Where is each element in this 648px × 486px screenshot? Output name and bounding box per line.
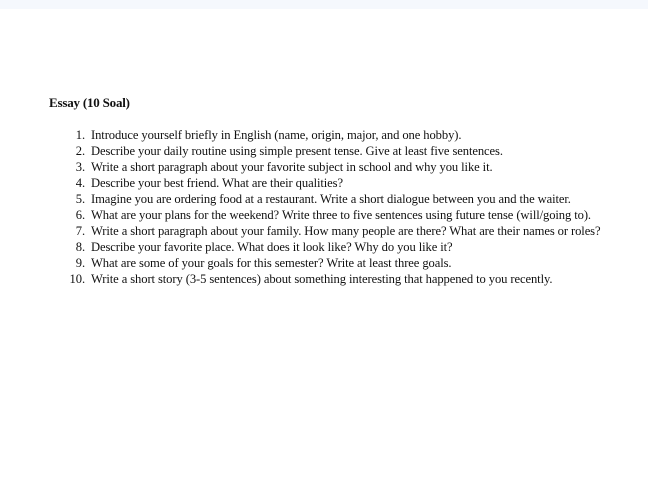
question-number: 6.	[75, 208, 85, 222]
question-text: What are some of your goals for this semester? Write at least three goals.	[91, 256, 452, 270]
question-number: 7.	[75, 224, 85, 238]
question-number: 9.	[75, 256, 85, 270]
question-text: Describe your favorite place. What does it look like? Why do you like it?	[91, 240, 453, 254]
question-number: 8.	[75, 240, 85, 254]
question-number: 2.	[75, 144, 85, 158]
question-item	[49, 175, 609, 191]
question-text: Introduce yourself briefly in English (name, origin, major, and one hobby).	[91, 128, 462, 142]
top-strip	[0, 0, 648, 9]
question-number: 3.	[75, 160, 85, 174]
question-item	[49, 143, 609, 159]
question-text: Describe your best friend. What are their qualities?	[91, 176, 343, 190]
question-text: Imagine you are ordering food at a restaurant. Write a short dialogue between you and the waiter.	[91, 192, 571, 206]
question-text: Write a short paragraph about your family. How many people are there? What are their names or roles?	[91, 224, 601, 238]
question-item	[49, 255, 609, 271]
question-item	[49, 191, 609, 207]
question-item	[49, 159, 609, 175]
question-item	[49, 207, 609, 223]
question-text: Describe your daily routine using simple present tense. Give at least five sentences.	[91, 144, 503, 158]
question-text: Write a short story (3-5 sentences) about something interesting that happened to you recently.	[91, 272, 553, 286]
question-number: 5.	[75, 192, 85, 206]
question-item	[49, 271, 609, 287]
document-title: Essay (10 Soal)	[49, 95, 130, 110]
question-item	[49, 127, 609, 143]
question-text: Write a short paragraph about your favorite subject in school and why you like it.	[91, 160, 493, 174]
question-item	[49, 223, 609, 239]
question-text: What are your plans for the weekend? Write three to five sentences using future tense (will/going to).	[91, 208, 591, 222]
question-list	[49, 127, 609, 287]
question-number: 4.	[75, 176, 85, 190]
question-number: 1.	[75, 128, 85, 142]
question-item	[49, 239, 609, 255]
question-number: 10.	[69, 272, 85, 286]
